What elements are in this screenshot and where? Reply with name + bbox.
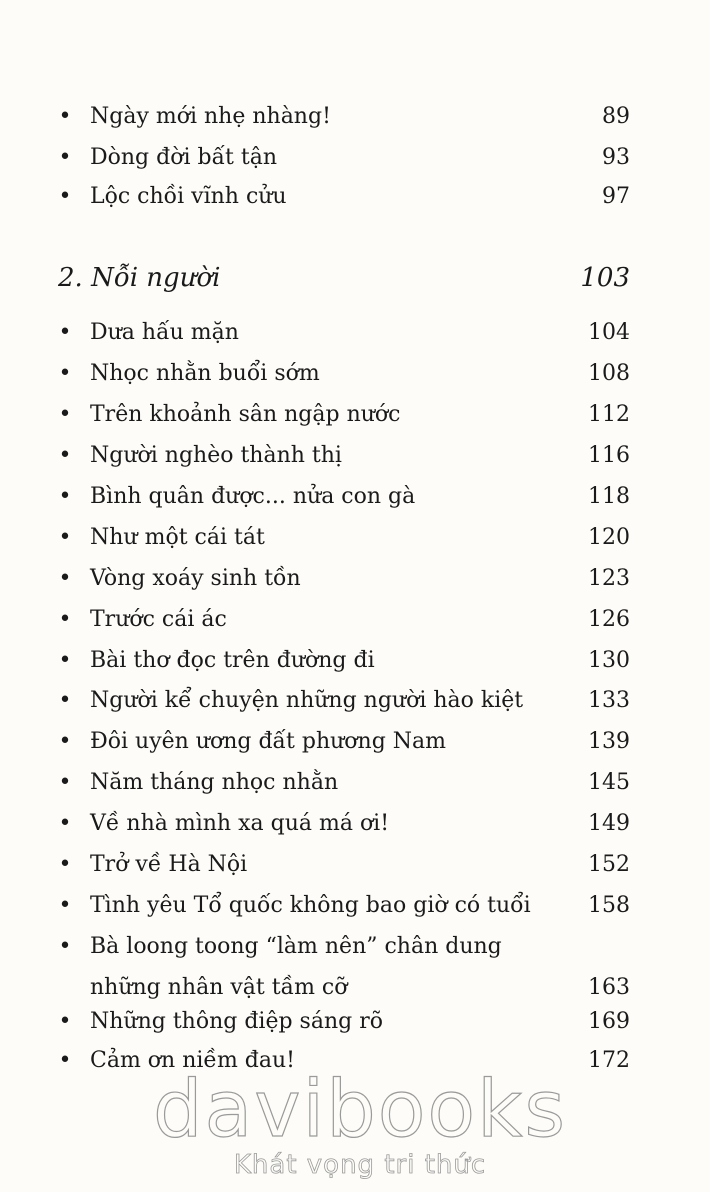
toc-entry-page: 145 [588,770,630,795]
section-heading [58,256,630,300]
toc-entry-title: Lộc chồi vĩnh cửu [90,184,287,209]
toc-entry-title: Đôi uyên ương đất phương Nam [90,729,447,754]
toc-entry [58,394,630,435]
bullet-icon: • [58,104,72,129]
toc-entry [58,640,630,681]
toc-entry [58,517,630,558]
bullet-icon: • [58,607,72,632]
bullet-icon: • [58,1048,72,1073]
bullet-icon: • [58,402,72,427]
section-title: 2. Nỗi người [58,263,221,293]
toc-entry [58,844,630,885]
toc-entry-page: 169 [588,1009,630,1034]
toc-entry [58,1001,630,1042]
bullet-icon: • [58,1009,72,1034]
bullet-icon: • [58,811,72,836]
toc-entry-title: Dưa hấu mặn [90,320,239,345]
bullet-icon: • [58,484,72,509]
toc-entry-title-continued: những nhân vật tầm cỡ [90,975,348,1000]
toc-entry-title: Dòng đời bất tận [90,145,278,170]
toc-entry [58,476,630,517]
toc-entry-page: 126 [588,607,630,632]
bullet-icon: • [58,770,72,795]
bullet-icon: • [58,566,72,591]
toc-entry-page: 118 [588,484,630,509]
toc-entry [58,558,630,599]
toc-entry [58,721,630,762]
bullet-icon: • [58,648,72,673]
toc-entry-title: Như một cái tát [90,525,265,550]
toc-entry [58,176,630,217]
bullet-icon: • [58,525,72,550]
toc-entry [58,885,630,926]
toc-entry-page: 139 [588,729,630,754]
toc-entry-title: Cảm ơn niềm đau! [90,1048,296,1073]
toc-entry-page: 133 [588,688,630,713]
toc-entry-title: Về nhà mình xa quá má ơi! [90,811,390,836]
toc-entry-page: 93 [602,145,630,170]
toc-entry-title: Tình yêu Tổ quốc không bao giờ có tuổi [90,893,531,918]
bullet-icon: • [58,729,72,754]
toc-entry-page: 149 [588,811,630,836]
toc-entry-page: 112 [588,402,630,427]
toc-entry-page: 130 [588,648,630,673]
toc-entry [58,926,630,1008]
toc-entry-page: 116 [588,443,630,468]
watermark-tagline: Khát vọng tri thức [233,1150,487,1180]
bullet-icon: • [58,893,72,918]
toc-entry-title: Bài thơ đọc trên đường đi [90,648,375,673]
toc-entry-title: Bà loong toong “làm nên” chân dung [90,934,502,959]
toc-entry [58,96,630,137]
toc-entry-page: 108 [588,361,630,386]
bullet-icon: • [58,443,72,468]
toc-entry-page: 104 [588,320,630,345]
toc-entry [58,435,630,476]
toc-entry [58,762,630,803]
toc-entry [58,599,630,640]
bullet-icon: • [58,688,72,713]
toc-entry-title: Trở về Hà Nội [90,852,248,877]
toc-entry-title: Trên khoảnh sân ngập nước [90,402,401,427]
bullet-icon: • [58,852,72,877]
toc-entry-page: 163 [588,975,630,1000]
toc-entry [58,312,630,353]
toc-entry-title: Nhọc nhằn buổi sớm [90,361,320,386]
section-page: 103 [580,263,630,293]
toc-entry-title: Người nghèo thành thị [90,443,342,468]
toc-entry [58,680,630,721]
toc-entry-title: Vòng xoáy sinh tồn [90,566,301,591]
toc-entry-title: Bình quân được... nửa con gà [90,484,416,509]
toc-entry [58,353,630,394]
watermark-brand: davibooks [153,1065,567,1155]
toc-entry [58,803,630,844]
toc-entry-page: 158 [588,893,630,918]
toc-entry [58,137,630,178]
bullet-icon: • [58,145,72,170]
toc-entry-title: Người kể chuyện những người hào kiệt [90,688,524,713]
toc-entry-page: 172 [588,1048,630,1073]
bullet-icon: • [58,361,72,386]
toc-entry-page: 123 [588,566,630,591]
toc-entry-title: Năm tháng nhọc nhằn [90,770,339,795]
bullet-icon: • [58,184,72,209]
bullet-icon: • [58,934,72,959]
toc-entry-page: 152 [588,852,630,877]
toc-entry-title: Ngày mới nhẹ nhàng! [90,104,331,129]
toc-entry-title: Những thông điệp sáng rõ [90,1009,383,1034]
toc-entry-title: Trước cái ác [90,607,227,632]
toc-entry-page: 89 [602,104,630,129]
toc-entry-page: 97 [602,184,630,209]
bullet-icon: • [58,320,72,345]
toc-entry-page: 120 [588,525,630,550]
